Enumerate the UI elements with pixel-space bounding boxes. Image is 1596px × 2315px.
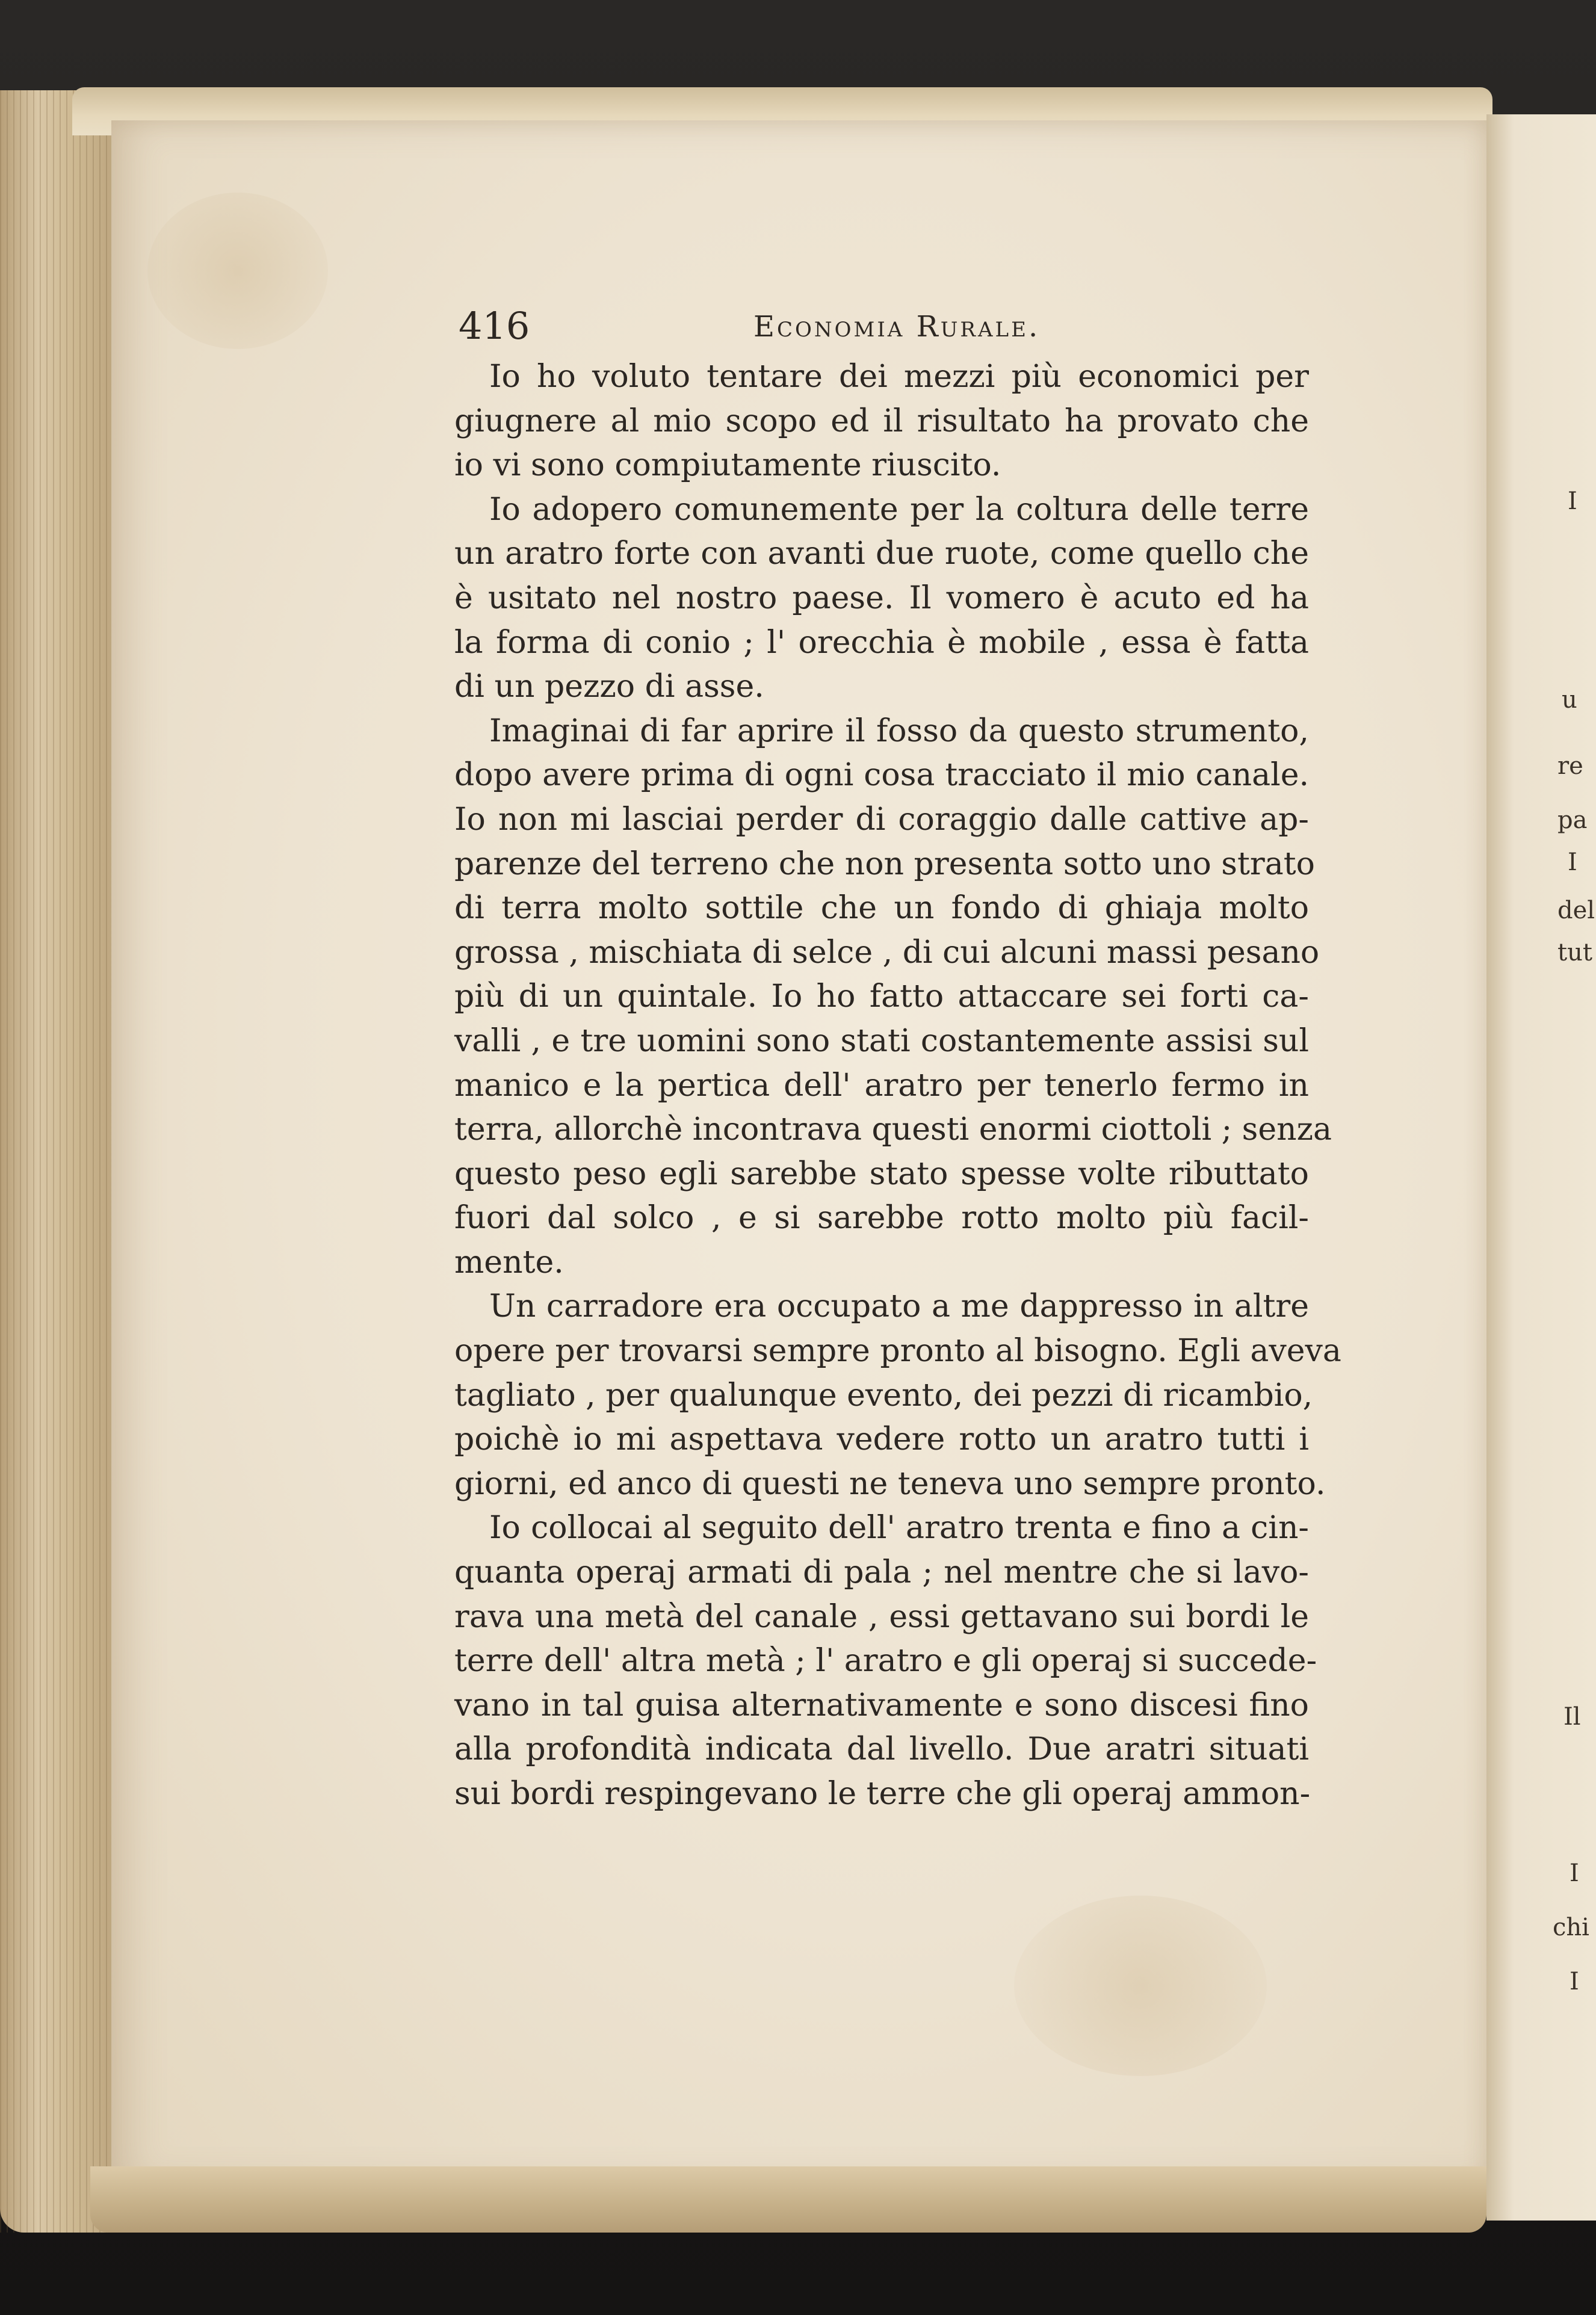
- page-header: [459, 304, 1307, 346]
- text-line: Io collocai al seguito dell' aratro trenta e fino a cin-: [489, 1510, 1309, 1547]
- text-line: Io ho voluto tentare dei mezzi più economici per: [489, 359, 1309, 395]
- book-bottom-edge: [90, 2166, 1486, 2233]
- text-line: Io adopero comunemente per la coltura delle terre: [489, 491, 1309, 528]
- text-line: Io non mi lasciai perder di coraggio dalle cattive ap-: [454, 801, 1309, 838]
- book-fore-edge-left: [0, 90, 126, 2233]
- facing-page-fragment: tut: [1557, 939, 1592, 966]
- text-line: io vi sono compiutamente riuscito.: [454, 447, 1001, 484]
- text-line: quanta operaj armati di pala ; nel mentre che si lavo-: [454, 1554, 1309, 1591]
- text-line: poichè io mi aspettava vedere rotto un aratro tutti i: [454, 1421, 1309, 1458]
- facing-page-fragment: I: [1568, 848, 1577, 876]
- text-line: sui bordi respingevano le terre che gli operaj ammon-: [454, 1776, 1311, 1812]
- facing-page-right: [1486, 114, 1596, 2221]
- text-line: è usitato nel nostro paese. Il vomero è acuto ed ha: [454, 580, 1309, 616]
- facing-page-fragment: I: [1570, 1859, 1579, 1887]
- text-line: un aratro forte con avanti due ruote, come quello che: [454, 536, 1309, 572]
- facing-page-fragment: Il: [1564, 1703, 1581, 1731]
- text-line: questo peso egli sarebbe stato spesse volte ributtato: [454, 1155, 1309, 1192]
- text-line: Un carradore era occupato a me dappresso in altre: [489, 1288, 1309, 1325]
- paper-stain: [147, 193, 328, 349]
- text-line: di un pezzo di asse.: [454, 669, 764, 705]
- body-text: [454, 355, 1341, 1817]
- text-line: grossa , mischiata di selce , di cui alcuni massi pesano: [454, 934, 1320, 971]
- facing-page-fragment: I: [1568, 487, 1577, 515]
- running-head: Economia Rurale.: [753, 310, 1041, 344]
- text-line: giorni, ed anco di questi ne teneva uno sempre pronto.: [454, 1465, 1326, 1502]
- text-line: Imaginai di far aprire il fosso da questo strumento,: [489, 712, 1309, 749]
- text-line: più di un quintale. Io ho fatto attaccare sei forti ca-: [454, 978, 1309, 1015]
- text-line: parenze del terreno che non presenta sotto uno strato: [454, 845, 1315, 882]
- facing-page-fragment: chi: [1553, 1914, 1589, 1941]
- text-line: valli , e tre uomini sono stati costantemente assisi sul: [454, 1022, 1309, 1059]
- text-line: dopo avere prima di ogni cosa tracciato il mio canale.: [454, 757, 1309, 794]
- text-line: la forma di conio ; l' orecchia è mobile , essa è fatta: [454, 624, 1309, 661]
- text-line: opere per trovarsi sempre pronto al bisogno. Egli aveva: [454, 1333, 1341, 1370]
- text-line: terra, allorchè incontrava questi enormi ciottoli ; senza: [454, 1111, 1332, 1148]
- page-number: 416: [459, 304, 530, 348]
- text-line: tagliato , per qualunque evento, dei pezzi di ricambio,: [454, 1377, 1313, 1414]
- facing-page-fragment: pa: [1557, 806, 1588, 834]
- facing-page-fragment: re: [1557, 752, 1583, 780]
- text-line: manico e la pertica dell' aratro per tenerlo fermo in: [454, 1067, 1309, 1104]
- facing-page-fragment: del: [1557, 897, 1595, 924]
- facing-page-fragments: [1486, 114, 1596, 2221]
- text-line: rava una metà del canale , essi gettavano sui bordi le: [454, 1598, 1309, 1635]
- facing-page-fragment: u: [1562, 686, 1577, 714]
- text-line: vano in tal guisa alternativamente e sono discesi fino: [454, 1687, 1309, 1723]
- text-line: giugnere al mio scopo ed il risultato ha provato che: [454, 403, 1309, 439]
- facing-page-fragment: I: [1570, 1968, 1579, 1995]
- text-line: di terra molto sottile che un fondo di ghiaja molto: [454, 890, 1309, 927]
- text-line: fuori dal solco , e si sarebbe rotto molto più facil-: [454, 1200, 1309, 1237]
- text-line: alla profondità indicata dal livello. Due aratri situati: [454, 1731, 1309, 1768]
- text-line: terre dell' altra metà ; l' aratro e gli operaj si succede-: [454, 1643, 1317, 1680]
- text-line: mente.: [454, 1244, 564, 1281]
- paper-stain: [1014, 1896, 1267, 2076]
